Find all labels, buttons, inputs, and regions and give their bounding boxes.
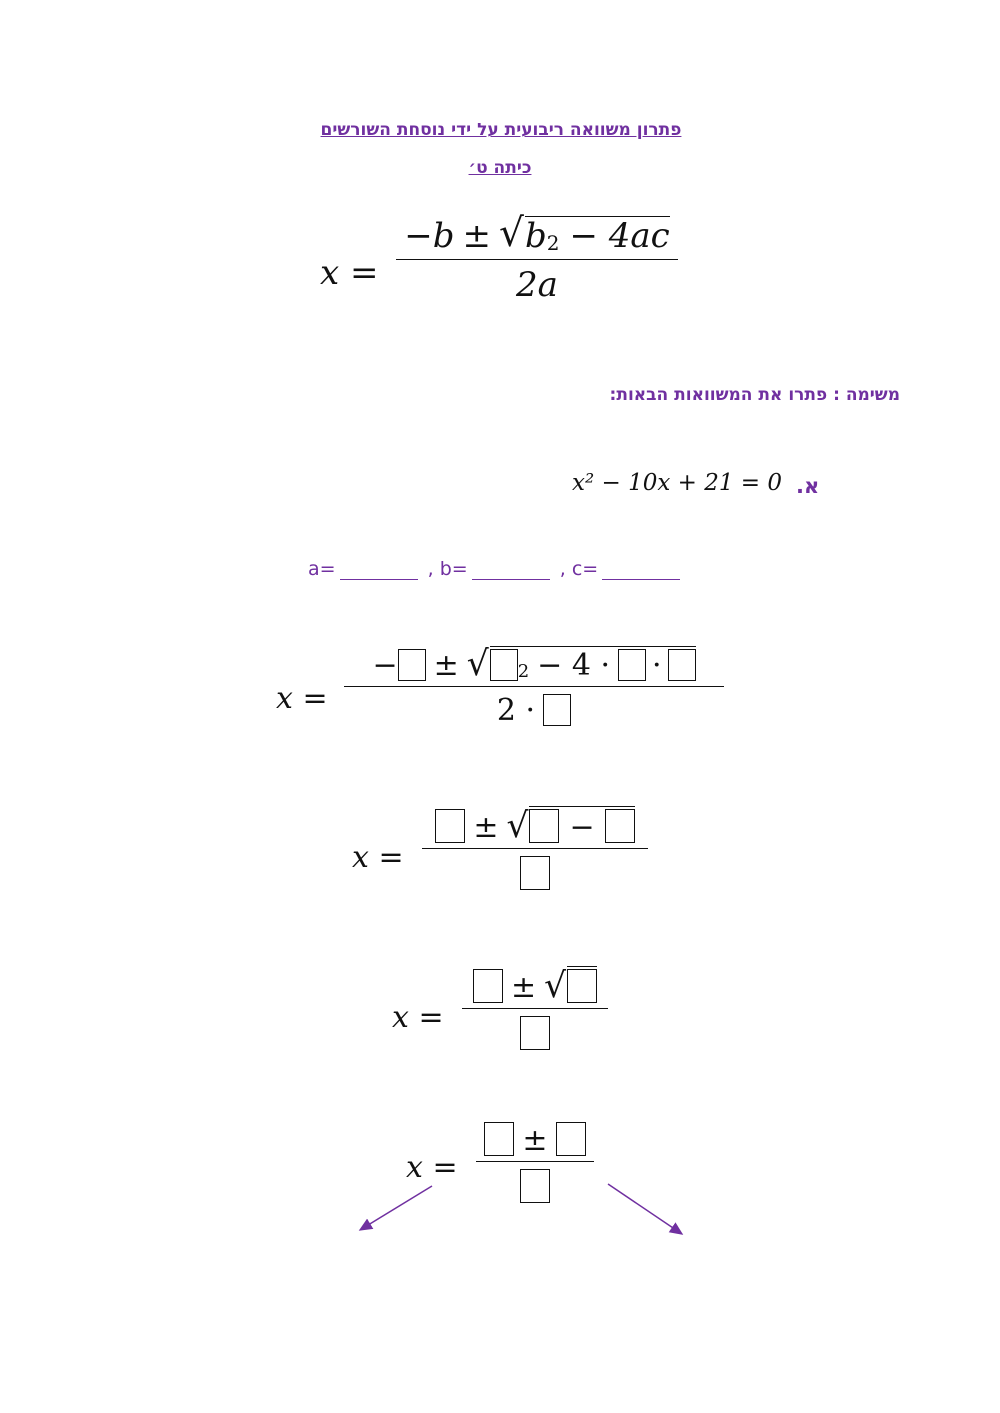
step1-numerator [372, 643, 695, 684]
step3-numerator [473, 965, 597, 1006]
step1-denominator [497, 694, 571, 726]
step3-box-2[interactable] [567, 969, 597, 1003]
c-blank[interactable] [602, 561, 680, 580]
step3-pm: ± [510, 970, 537, 1005]
step4-pm: ± [522, 1123, 548, 1158]
step2-box-1[interactable] [435, 809, 465, 843]
step1-box-b2[interactable] [490, 649, 518, 681]
step3-denominator [520, 1016, 550, 1050]
sqrt-icon: √ [466, 643, 489, 684]
step2-numerator [435, 805, 634, 846]
step4-fraction-bar [476, 1161, 594, 1162]
formula-numerator [404, 211, 670, 257]
step1-lhs: x = [276, 681, 328, 716]
formula-pm: ± [462, 216, 492, 257]
step1-box-a[interactable] [618, 649, 646, 681]
step2-sub: − [569, 810, 595, 845]
step2-fraction [422, 806, 648, 890]
formula-denominator: 2a [516, 265, 558, 306]
class-label: כיתה ט׳ [468, 158, 532, 178]
step3-radicand [567, 966, 597, 1003]
step2-lhs: x = [352, 840, 404, 875]
formula-sqrt [499, 211, 670, 257]
step2-box-3[interactable] [605, 809, 635, 843]
step2-box-2[interactable] [529, 809, 559, 843]
step2-box-den[interactable] [520, 856, 550, 890]
step4-numerator [484, 1122, 585, 1156]
step4-box-1[interactable] [484, 1122, 514, 1156]
step3-box-1[interactable] [473, 969, 503, 1003]
quadratic-formula [396, 211, 678, 306]
formula-fraction-bar [396, 259, 678, 260]
a-label: a= [308, 558, 336, 580]
formula-exp: 2 [546, 231, 560, 256]
step1-sqrt [466, 643, 696, 684]
step1-dot: · [652, 648, 662, 683]
step1-minus: − [372, 648, 398, 683]
step2-sqrt [506, 805, 635, 846]
formula-radicand [524, 216, 670, 257]
formula-b: b [524, 216, 547, 257]
step3-sqrt [544, 965, 597, 1006]
solution-arrows [340, 1170, 700, 1250]
b-blank[interactable] [472, 561, 550, 580]
coefficients-row [308, 558, 684, 580]
step1-box-b[interactable] [398, 649, 426, 681]
step1-fraction [344, 643, 724, 728]
step1-fraction-bar [344, 686, 724, 687]
step2-radicand [529, 806, 634, 843]
step3-fraction-bar [462, 1008, 608, 1009]
a-blank[interactable] [340, 561, 418, 580]
step1-box-c[interactable] [668, 649, 696, 681]
left-arrow-icon [360, 1186, 432, 1230]
step3-fraction [462, 966, 608, 1050]
sqrt-icon: √ [499, 211, 524, 256]
step1-four: − 4 · [537, 648, 610, 683]
formula-minus-b: −b [404, 216, 455, 257]
step3-lhs: x = [392, 1000, 444, 1035]
step1-two-dot: 2 · [496, 693, 536, 728]
step4-lhs: x = [406, 1150, 458, 1185]
page-title: פתרון משוואה ריבועית על ידי נוסחת השורשים [320, 120, 682, 140]
step1-exp: 2 [517, 661, 530, 682]
item-marker: א. [796, 474, 820, 498]
step2-pm: ± [473, 810, 499, 845]
step4-box-2[interactable] [556, 1122, 586, 1156]
step2-denominator [520, 856, 550, 890]
task-equation: x² − 10x + 21 = 0 [572, 470, 783, 496]
b-label: , b= [427, 558, 468, 580]
right-arrow-icon [608, 1184, 682, 1234]
step1-pm: ± [433, 648, 459, 683]
formula-lhs: x = [320, 253, 379, 293]
task-heading: משימה : פתרו את המשוואות הבאות: [609, 385, 900, 405]
step1-box-den[interactable] [543, 694, 571, 726]
formula-minus-4ac: − 4ac [569, 216, 670, 257]
step1-radicand [490, 646, 696, 681]
sqrt-icon: √ [544, 965, 567, 1006]
sqrt-icon: √ [506, 805, 529, 846]
c-label: , c= [559, 558, 599, 580]
step2-fraction-bar [422, 848, 648, 849]
step3-box-den[interactable] [520, 1016, 550, 1050]
